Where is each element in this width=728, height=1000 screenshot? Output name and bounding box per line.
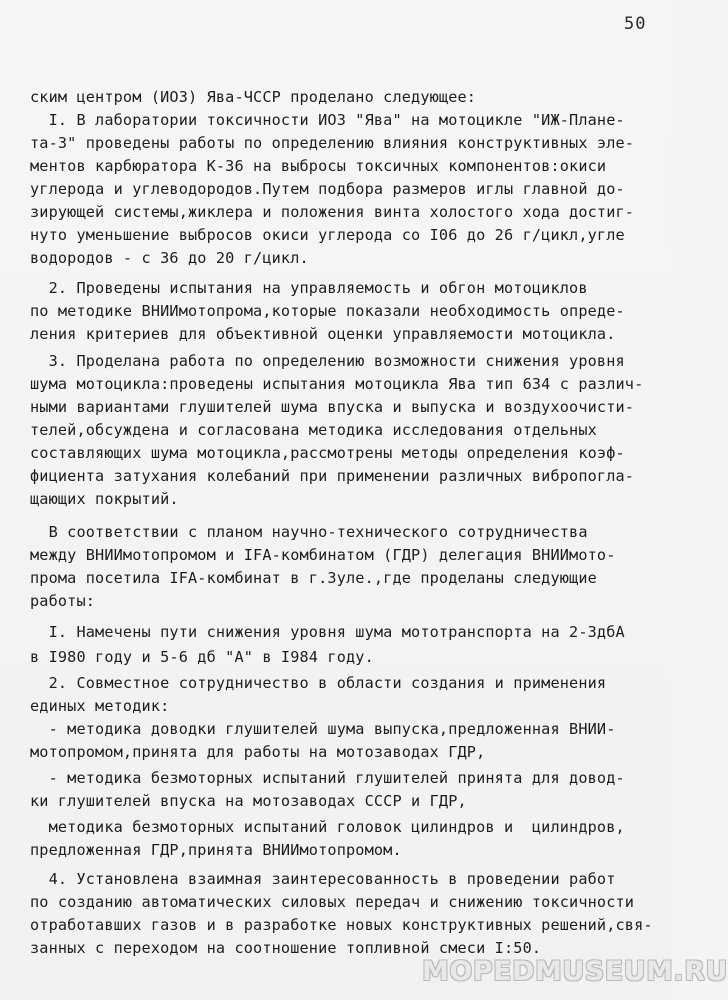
text-line: нуто уменьшение выбросов окиси углерода со I06 до 26 г/цикл,угле xyxy=(30,226,625,244)
text-line: углерода и углеводородов.Путем подбора размеров иглы главной до- xyxy=(30,180,625,198)
text-line: 2. Проведены испытания на управляемость и обгон мотоциклов xyxy=(30,279,588,297)
site-watermark: MOPEDMUSEUM.RU xyxy=(422,956,728,987)
text-line: в I980 году и 5-6 дб "А" в I984 году. xyxy=(30,648,374,666)
text-line: по созданию автоматических силовых передач и снижению токсичности xyxy=(30,893,635,911)
text-line: по методике ВНИИмотопрома,которые показали необходимость опреде- xyxy=(30,302,625,320)
text-line: единых методик: xyxy=(30,697,170,715)
text-line: та-3" проведены работы по определению влияния конструктивных эле- xyxy=(30,134,635,152)
text-line: 4. Установлена взаимная заинтересованность в проведении работ xyxy=(30,870,616,888)
text-line: составляющих шума мотоцикла,рассмотрены методы определения коэф- xyxy=(30,444,625,462)
text-line: ментов карбюратора К-36 на выбросы токсичных компонентов:окиси xyxy=(30,157,607,175)
text-line: фициента затухания колебаний при применении различных вибропогла- xyxy=(30,467,635,485)
text-line: отработавших газов и в разработке новых конструктивных решений,свя- xyxy=(30,916,653,934)
text-line: 3. Проделана работа по определению возможности снижения уровня xyxy=(30,352,625,370)
text-line: телей,обсуждена и согласована методика исследования отдельных xyxy=(30,421,597,439)
text-line: I. Намечены пути снижения уровня шума мототранспорта на 2-3дбА xyxy=(30,623,625,641)
text-line: щающих покрытий. xyxy=(30,490,179,508)
text-line: ки глушителей впуска на мотозаводах СССР и ГДР, xyxy=(30,792,467,810)
text-line: - методика безмоторных испытаний глушителей принята для довод- xyxy=(30,769,625,787)
text-line: мотопромом,принята для работы на мотозаводах ГДР, xyxy=(30,743,486,761)
text-line: работы: xyxy=(30,592,96,610)
text-line: ским центром (ИОЗ) Ява-ЧССР проделано следующее: xyxy=(30,88,477,106)
text-line: водородов - с 36 до 20 г/цикл. xyxy=(30,249,309,267)
text-line: 2. Совместное сотрудничество в области создания и применения xyxy=(30,674,607,692)
text-line: I. В лаборатории токсичности ИОЗ "Ява" на мотоцикле "ИЖ-Плане- xyxy=(30,111,625,129)
text-line: В соответствии с планом научно-технического сотрудничества xyxy=(30,523,588,541)
text-line: - методика доводки глушителей шума выпуска,предложенная ВНИИ- xyxy=(30,720,616,738)
text-line: методика безмоторных испытаний головок цилиндров и цилиндров, xyxy=(30,818,625,836)
text-line: шума мотоцикла:проведены испытания мотоцикла Ява тип 634 с различ- xyxy=(30,375,644,393)
text-line: занных с переходом на соотношение топливной смеси I:50. xyxy=(30,939,542,957)
text-line: между ВНИИмотопромом и IFA-комбинатом (ГДР) делегация ВНИИмото- xyxy=(30,546,616,564)
text-line: прома посетила IFA-комбинат в г.Зуле.,где проделаны следующие xyxy=(30,569,597,587)
text-line: предложенная ГДР,принята ВНИИмотопромом. xyxy=(30,841,402,859)
page-number: 50 xyxy=(624,14,647,34)
text-line: ления критериев для объективной оценки управляемости мотоцикла. xyxy=(30,325,616,343)
text-line: зирующей системы,жиклера и положения винта холостого хода достиг- xyxy=(30,203,635,221)
text-line: ными вариантами глушителей шума впуска и выпуска и воздухоочисти- xyxy=(30,398,635,416)
